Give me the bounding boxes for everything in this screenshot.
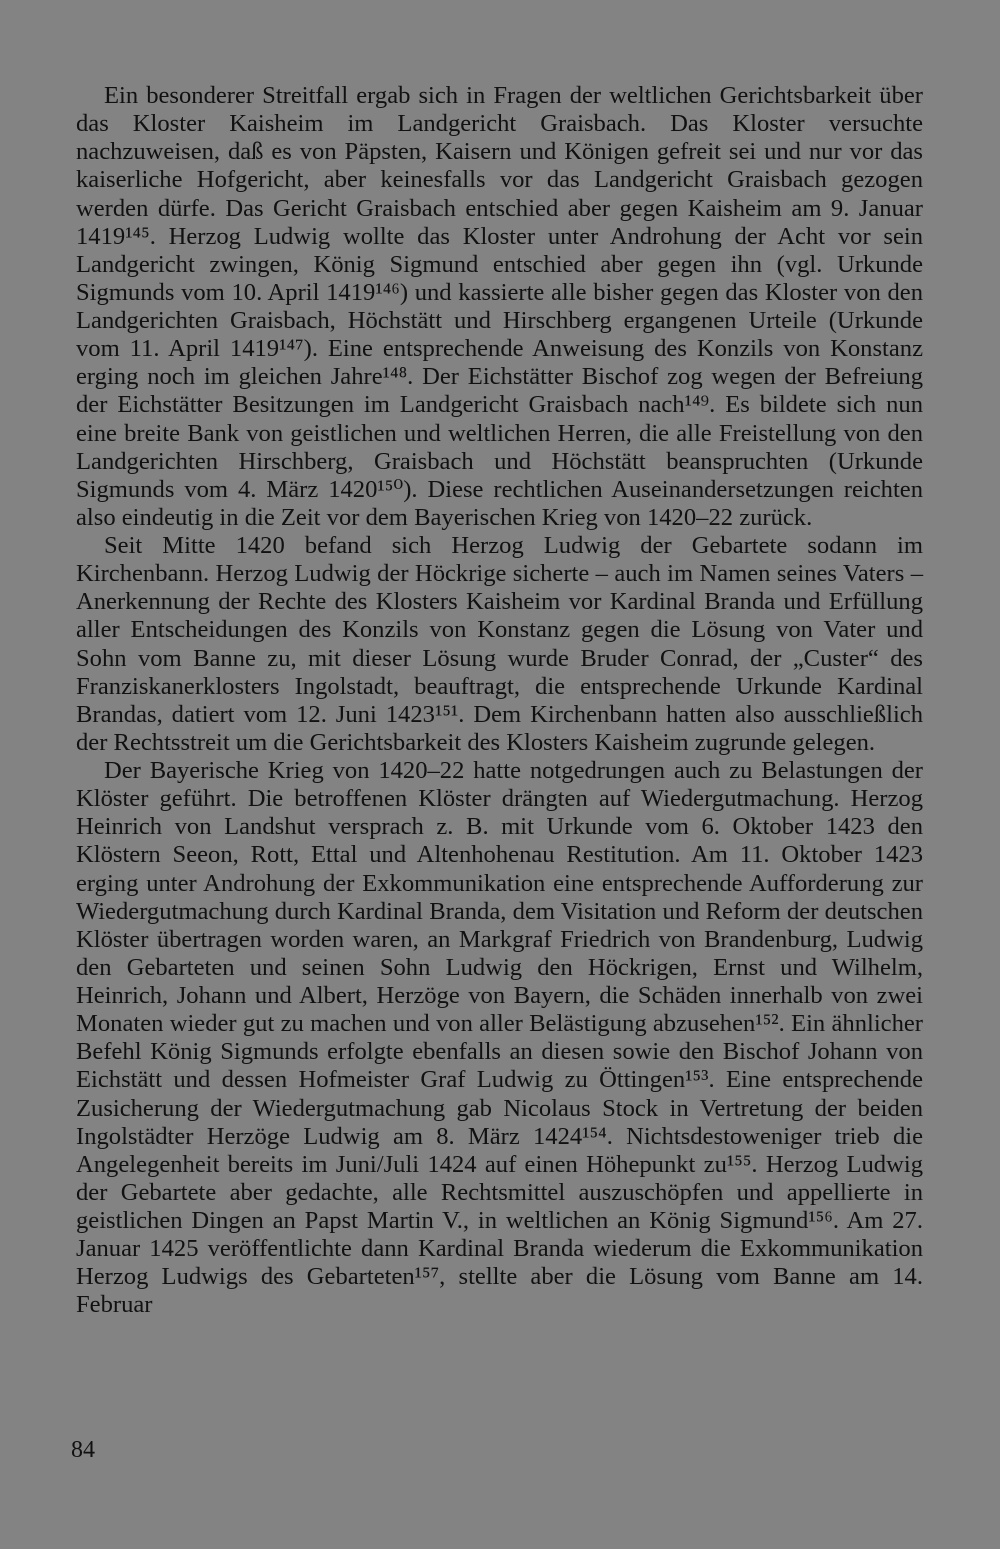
paragraph-bavarian-war: Der Bayerische Krieg von 1420–22 hatte notgedrungen auch zu Belastungen der Klöster geführt. Die betroffenen Klöster drängten auf Wiedergutmachung. Herzog Heinrich von Landshut versprach z. B. mit Urkunde vom 6. Oktober 1423 den Klöstern Seeon, Rott, Ettal und Altenhohenau Restitution. Am 11. Oktober 1423 erging unter Androhung der Exkommunikation eine entsprechende Aufforderung zur Wiedergutmachung durch Kardinal Branda, dem Visitation und Reform der deutschen Klöster übertragen worden waren, an Markgraf Friedrich von Brandenburg, Ludwig den Gebarteten und seinen Sohn Ludwig den Höckrigen, Ernst und Wilhelm, Heinrich, Johann und Albert, Herzöge von Bayern, die Schäden innerhalb von zwei Monaten wieder gut zu machen und von aller Belästigung abzusehen¹⁵². Ein ähnlicher Befehl König Sigmunds erfolgte ebenfalls an diesen sowie den Bischof Johann von Eichstätt und dessen Hofmeister Graf Ludwig zu Öttingen¹⁵³. Eine entsprechende Zusicherung der Wiedergutmachung gab Nicolaus Stock in Vertretung der beiden Ingolstädter Herzöge Ludwig am 8. März 1424¹⁵⁴. Nichtsdestoweniger trieb die Angelegenheit bereits im Juni/Juli 1424 auf einen Höhepunkt zu¹⁵⁵. Herzog Ludwig der Gebartete aber gedachte, alle Rechtsmittel auszuschöpfen und appellierte in geistlichen Dingen an Papst Martin V., in weltlichen an König Sigmund¹⁵⁶. Am 27. Januar 1425 veröffentlichte dann Kardinal Branda wiederum die Exkommunikation Herzog Ludwigs des Gebarteten¹⁵⁷, stellte aber die Lösung vom Banne am 14. Februar xyxy=(76,757,923,1319)
paragraph-church-ban: Seit Mitte 1420 befand sich Herzog Ludwig der Gebartete sodann im Kirchenbann. Herzog Ludwig der Höckrige sicherte – auch im Namen seines Vaters – Anerkennung der Rechte des Klosters Kaisheim vor Kardinal Branda und Erfüllung aller Entscheidungen des Konzils von Konstanz gegen die Lösung von Vater und Sohn vom Banne zu, mit dieser Lösung wurde Bruder Conrad, der „Custer“ des Franziskanerklosters Ingolstadt, beauftragt, die entsprechende Urkunde Kardinal Brandas, datiert vom 12. Juni 1423¹⁵¹. Dem Kirchenbann hatten also ausschließlich der Rechtsstreit um die Gerichtsbarkeit des Klosters Kaisheim zugrunde gelegen. xyxy=(76,532,923,756)
page-number: 84 xyxy=(71,1437,95,1463)
body-text xyxy=(76,82,923,1320)
paragraph-kaisheim-dispute: Ein besonderer Streitfall ergab sich in Fragen der weltlichen Gerichtsbarkeit über das Kloster Kaisheim im Landgericht Graisbach. Das Kloster versuchte nachzuweisen, daß es von Päpsten, Kaisern und Königen gefreit sei und nur vor das kaiserliche Hofgericht, aber keinesfalls vor das Landgericht Graisbach gezogen werden dürfe. Das Gericht Graisbach entschied aber gegen Kaisheim am 9. Januar 1419¹⁴⁵. Herzog Ludwig wollte das Kloster unter Androhung der Acht vor sein Landgericht zwingen, König Sigmund entschied aber gegen ihn (vgl. Urkunde Sigmunds vom 10. April 1419¹⁴⁶) und kassierte alle bisher gegen das Kloster von den Landgerichten Graisbach, Höchstätt und Hirschberg ergangenen Urteile (Urkunde vom 11. April 1419¹⁴⁷). Eine entsprechende Anweisung des Konzils von Konstanz erging noch im gleichen Jahre¹⁴⁸. Der Eichstätter Bischof zog wegen der Befreiung der Eichstätter Besitzungen im Landgericht Graisbach nach¹⁴⁹. Es bildete sich nun eine breite Bank von geistlichen und weltlichen Herren, die alle Freistellung von den Landgerichten Hirschberg, Graisbach und Höchstätt beanspruchten (Urkunde Sigmunds vom 4. März 1420¹⁵⁰). Diese rechtlichen Auseinandersetzungen reichten also eindeutig in die Zeit vor dem Bayerischen Krieg von 1420–22 zurück. xyxy=(76,82,923,531)
